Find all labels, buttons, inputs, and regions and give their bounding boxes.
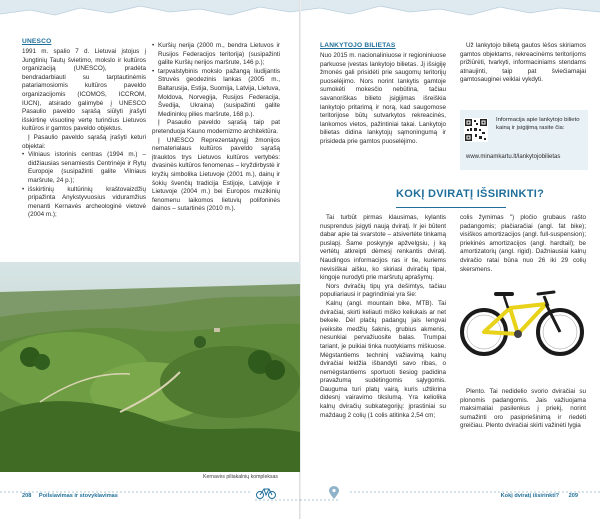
bullet-list [152,42,280,119]
footer-title: Poilsiavimas ir stovyklavimas [38,493,118,499]
page-number: 209 [568,493,578,499]
bullet-list [22,151,146,220]
paragraph: Į Pasaulio paveldo sąrašą įrašyti keturi objektai: [22,133,146,150]
paragraph: Už lankytojo bilietą gautos lėšos skiriamos gamtos objektams, rekreacinėms teritorijoms prižiūrėti, tvarkyti, informaciniams stendams atnaujinti, taip pat šviečiamajai gamtosauginei veiklai vykdyti. [460,42,586,84]
paragraph: 1991 m. spalio 7 d. Lietuvai įstojus į Jungtinių Tautų švietimo, mokslo ir kultūros organizaciją (UNESCO), pradėta bendradarbiauti su tarptautinėmis patariamosiomis kultūros paveldo organizacijomis (ICOMOS, ICCROM, IUCN), atsirado galimybė į UNESCO Pasaulio paveldo sąrašą siūlyti įrašyti išskirtinę visuotinę vertę turinčius Lietuvos kultūros ir gamtos paveldo objektus. [22,48,146,133]
paragraph: Į UNESCO Reprezentatyvųjį žmonijos nematerialaus kultūros paveldo sąrašą įtrauktos trys Lietuvos kultūros vertybės: dvasinės kultūros fenomenas – kryždirbystė ir kryžių simbolika Lietuvoje (2001 m.), dainų ir šokių švenčių tradicija Estijoje, Latvijoje ir Lietuvoje (2004 m.) bei Europos muzikinių fenomenu laikomos lietuvių polifoninės dainos – sutartinės (2010 m.). [152,136,280,213]
info-box [460,110,588,170]
left-column-1 [22,38,146,220]
body-column-right [460,214,586,274]
section-title: KOKĮ DVIRATĮ IŠSIRINKTI? [396,188,545,200]
info-url-link[interactable]: www.minamkartu.lt/lankytojobilietas [466,154,561,160]
paragraph: Plento. Tai nedidelio svorio dviračiai su plonomis padangomis. Jais važiuojama maksimaliai pasilenkus į priekį, norint sumažinti oro pasipriešinimą ir riedėti greičiau. Plento dviračiai skirti važinėti lygia [460,388,586,430]
left-column-2 [152,42,280,214]
mountain-bike-illustration [458,270,586,362]
map-pin-icon [328,486,340,500]
paragraph: Nors dviračių tipų yra dešimtys, tačiau populiariausi ir pagrindiniai yra šie: [320,282,446,299]
paragraph: Į Pasaulio paveldo sąrašą taip pat pretenduoja Kauno modernizmo architektūra. [152,119,280,135]
unesco-heading: UNESCO [22,38,52,45]
ticket-column [320,42,446,147]
info-text: Informacija apie lankytojo bilieto kainą ir įsigijimą rasite čia: [496,117,580,131]
right-footer [501,493,578,499]
right-page [300,0,600,519]
qr-code-icon[interactable] [464,118,488,142]
bicycle-icon [256,486,276,500]
left-footer [22,493,118,499]
paragraph: colis žymimas ") pločio grubaus rašto padangomis; plačiaračiai (angl. fat bike); visiškos amortizacijos (angl. full-suspension); priekinės amortizacijos (angl. hardtail); be amortizatorių (angl. rigid). Dažniausiai kalnų dviračio ratai būna nuo 26 iki 29 colių skersmens. [460,214,586,273]
ticket-column-2 [460,42,586,85]
page-number: 208 [22,493,32,499]
list-item: • tarpvalstybinis mokslo pažangą liudijantis Struvės geodezinis lankas (2005 m., Baltarusija, Estija, Suomija, Latvija, Lietuva, Moldova, Norvegija, Rusijos Federacija, Švedija, Ukraina) (susipažinti galite Medininkų pilies maršrute, 168 p.). [152,68,280,120]
body-column-right-lower [460,388,586,431]
list-item: • Kuršių nerija (2000 m., bendra Lietuvos ir Rusijos Federacijos teritorija) (susipažinti galite Kuršių nerijos maršrute, 146 p.); [152,42,280,68]
kernave-hillforts-photo [0,262,300,472]
paragraph: Tai turbūt pirmas klausimas, kylantis nusprendus įsigyti naują dviratį. Ir jei būtent dabar apie tai svarstote – atsivertėte tinkamą puslapį. Šame poskyryje apžvelgsiu, į ką vertėtų atkreipti dėmesį renkantis dviratį. Naudingos informacijos ras ir tie, kuriems nevisiškai aišku, ko skiriasi dviračių tipai, kingoje nurodyti prie maršrutų aprašymų. [320,214,446,282]
photo-caption: Kernavės piliakalnių kompleksas [203,474,278,480]
list-item: • Vilniaus istorinis centras (1994 m.) – didžiausias senamiestis Centrinėje ir Rytų Europoje (susipažinti galite Vilniaus maršrute, 24 p.); [22,151,146,185]
paragraph: Kalnų (angl. mountain bike, MTB). Tai dviračiai, skirti keliauti miško keliukais ar net bekele. Dėl plačių padangų jais lengvai įveiksite medžių šaknis, grubius akmenis, nesunkiai pervažiuosite balas. Trumpai tariant, je puikiai tinka nuotykiams miškuose. Mėgstantiems techninį važiavimą kalnų dviračiai leidžia išbandyti savo ribas, o nemėgstantiems sportuoti tiesiog padidina pravažumą sudėtingomis sąlygomis. Dauguma turi platų vairą, kuris užtikrina didesnį vairavimo tikslumą. Yra keliolika kalnų dviračių subkategorijų: įprastiniai su maždaug 2 colių (1 colis atitinka 2,54 cm; [320,299,446,419]
title-underline [396,207,506,208]
ticket-heading: LANKYTOJO BILIETAS [320,42,396,49]
list-item: • išskirtinių kultūrinių kraštovaizdžių pripažinta Anykstyvuosius viduramžius menanti Kernavės archeologinė vietovė (2004 m.); [22,186,146,220]
body-column-left [320,214,446,420]
footer-title: Kokį dviratį išsirinkti? [500,493,560,499]
paragraph: Nuo 2015 m. nacionaliniuose ir regioniniuose parkuose įvestas lankytojo bilietas. Jį išsigiję žmonės gali prisidėti prie saugomų teritorijų puoselėjimo. Nors norint lankytis gamtoje sumokėti mokesčio nebūtina, tačiau savanoriškas bilieto įsigijimas išreiškia lankytojo pritarimą ir norą, kad saugomose teritorijose būtų sutvarkytos rekreacinės, lankomos vietos, pažintiniai takai. Lankytojo bilietas didina lankytojų sąmoningumą ir prisideda prie gamtos puoselėjimo. [320,52,446,145]
